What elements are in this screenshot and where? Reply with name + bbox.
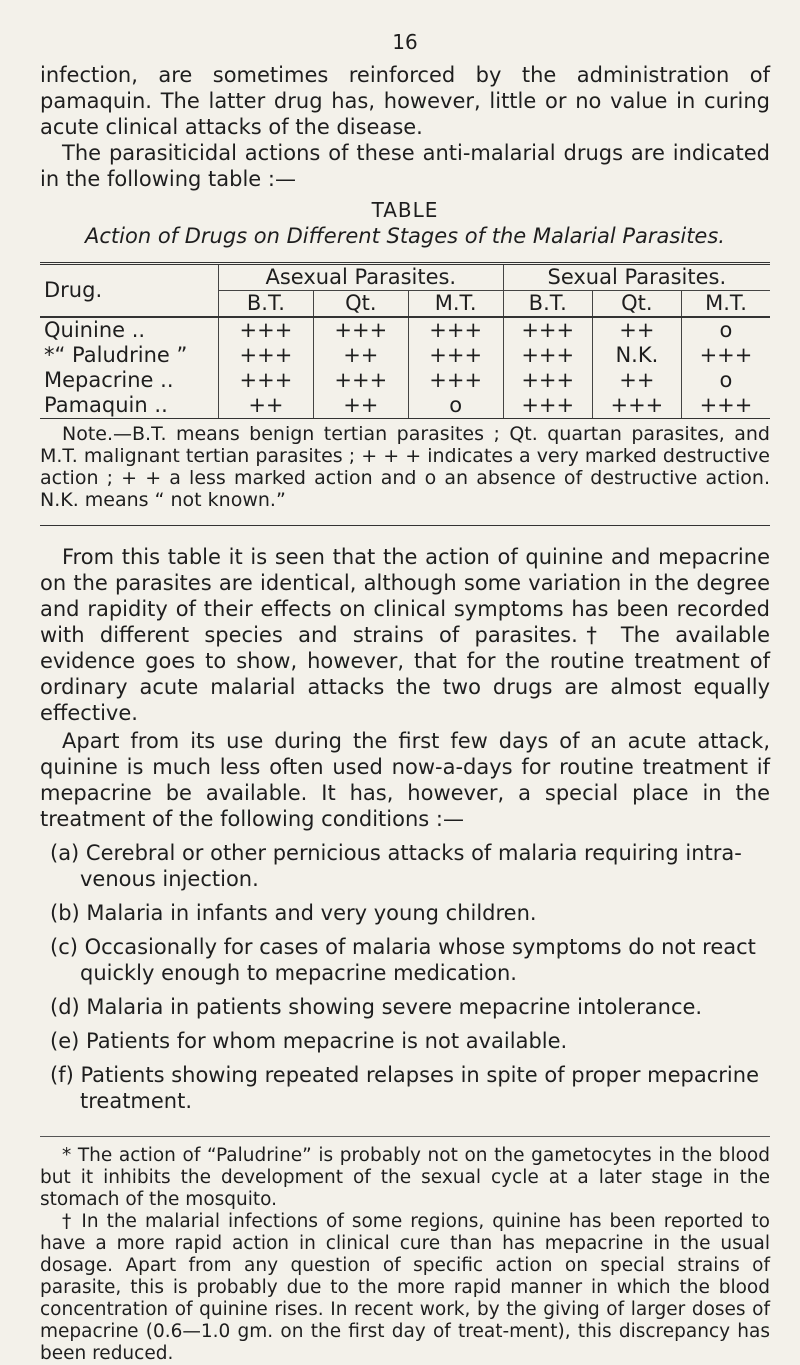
table-cell: +++ <box>408 368 503 393</box>
paragraph-4: Apart from its use during the first few days of an acute attack, quinine is much less often used now-a-days for routine treatment if mepacrine be available. It has, however, a special place in the treatment of the following conditions :— <box>40 729 770 831</box>
table-note: Note.—B.T. means benign tertian parasites ; Qt. quartan parasites, and M.T. malignant tertian parasites ; + + + indicates a very marked destructive action ; + + a less marked action and o an absence of destructive action. N.K. means “ not known.” <box>40 423 770 511</box>
sexual-group-header: Sexual Parasites. <box>503 265 770 291</box>
table-cell: +++ <box>313 317 408 343</box>
table-cell: ++ <box>592 317 681 343</box>
asexual-group-header: Asexual Parasites. <box>219 265 504 291</box>
drug-action-table <box>40 265 770 418</box>
footnotes <box>40 1136 770 1365</box>
sub-header-asexual-qt: Qt. <box>313 291 408 318</box>
page-number: 16 <box>392 30 418 54</box>
table-cell: o <box>681 368 770 393</box>
list-item: (b) Malaria in infants and very young children. <box>50 901 537 925</box>
table-cell: +++ <box>503 368 592 393</box>
drug-column-header: Drug. <box>44 278 103 302</box>
table-cell: ++ <box>313 393 408 418</box>
sub-header-asexual-bt: B.T. <box>219 291 314 318</box>
table-row-drug <box>40 343 219 368</box>
paragraph-1: infection, are sometimes reinforced by the administration of pamaquin. The latter drug has, however, little or no value in curing acute clinical attacks of the disease. <box>40 63 770 139</box>
table-bottom-rule <box>40 418 770 419</box>
table-cell: +++ <box>681 393 770 418</box>
table-cell: +++ <box>503 393 592 418</box>
list-item: (d) Malaria in patients showing severe mepacrine intolerance. <box>50 995 703 1019</box>
paragraph-3: From this table it is seen that the action of quinine and mepacrine on the parasites are identical, although some variation in the degree and rapidity of their effects on clinical symptoms has been recorded with different species and strains of parasites.† The available evidence goes to show, however, that for the routine treatment of ordinary acute malarial attacks the two drugs are almost equally effective. <box>40 545 770 725</box>
table-cell: N.K. <box>592 343 681 368</box>
table-cell: +++ <box>313 368 408 393</box>
table-cell: +++ <box>503 343 592 368</box>
drug-name-paludrine: *“ Paludrine ” <box>44 343 188 367</box>
drug-name-mepacrine: Mepacrine <box>44 368 154 392</box>
table-cell: ++ <box>592 368 681 393</box>
table-cell: o <box>408 393 503 418</box>
table-cell: o <box>681 317 770 343</box>
table-cell: +++ <box>219 368 314 393</box>
table-row-drug: Quinine .. <box>44 318 146 342</box>
page <box>40 30 770 1365</box>
table-cell: +++ <box>219 343 314 368</box>
footnote-paludrine: * The action of “Paludrine” is probably not on the gametocytes in the blood but it inhibits the development of the sexual cycle at a later stage in the stomach of the mosquito. <box>40 1145 770 1210</box>
list-item: (f) Patients showing repeated relapses in spite of proper mepacrine treatment. <box>50 1063 759 1113</box>
table-cell: +++ <box>408 343 503 368</box>
table-cell: ++ <box>219 393 314 418</box>
list-item: (a) Cerebral or other pernicious attacks of malaria requiring intra-venous injection. <box>50 841 742 891</box>
table-title: TABLE <box>371 198 439 222</box>
list-item: (c) Occasionally for cases of malaria whose symptoms do not react quickly enough to mepacrine medication. <box>50 935 756 985</box>
table-cell: +++ <box>408 317 503 343</box>
sub-header-sexual-bt: B.T. <box>503 291 592 318</box>
conditions-list <box>40 840 770 1114</box>
sub-header-sexual-mt: M.T. <box>681 291 770 318</box>
table-cell: +++ <box>592 393 681 418</box>
table-cell: +++ <box>503 317 592 343</box>
table-cell: +++ <box>681 343 770 368</box>
drug-name-pamaquin: Pamaquin <box>44 393 148 417</box>
table-cell: +++ <box>219 317 314 343</box>
sub-header-sexual-qt: Qt. <box>592 291 681 318</box>
list-item: (e) Patients for whom mepacrine is not available. <box>50 1029 568 1053</box>
table-cell: ++ <box>313 343 408 368</box>
table-row-drug: Pamaquin .. <box>44 393 168 417</box>
table-caption: Action of Drugs on Different Stages of the Malarial Parasites. <box>85 224 725 248</box>
sub-header-asexual-mt: M.T. <box>408 291 503 318</box>
drug-name-quinine: Quinine <box>44 318 126 342</box>
paragraph-2: The parasiticidal actions of these anti-malarial drugs are indicated in the following table :— <box>40 141 770 191</box>
footnote-quinine: † In the malarial infections of some regions, quinine has been reported to have a more rapid action in clinical cure than has mepacrine in the usual dosage. Apart from any question of specific action on special strains of parasite, this is probably due to the more rapid manner in which the blood concentration of quinine rises. In recent work, by the giving of larger doses of mepacrine (0.6—1.0 gm. on the first day of treat-ment), this discrepancy has been reduced. <box>40 1211 770 1364</box>
table-row-drug: Mepacrine .. <box>44 368 174 392</box>
note-rule <box>40 525 770 526</box>
